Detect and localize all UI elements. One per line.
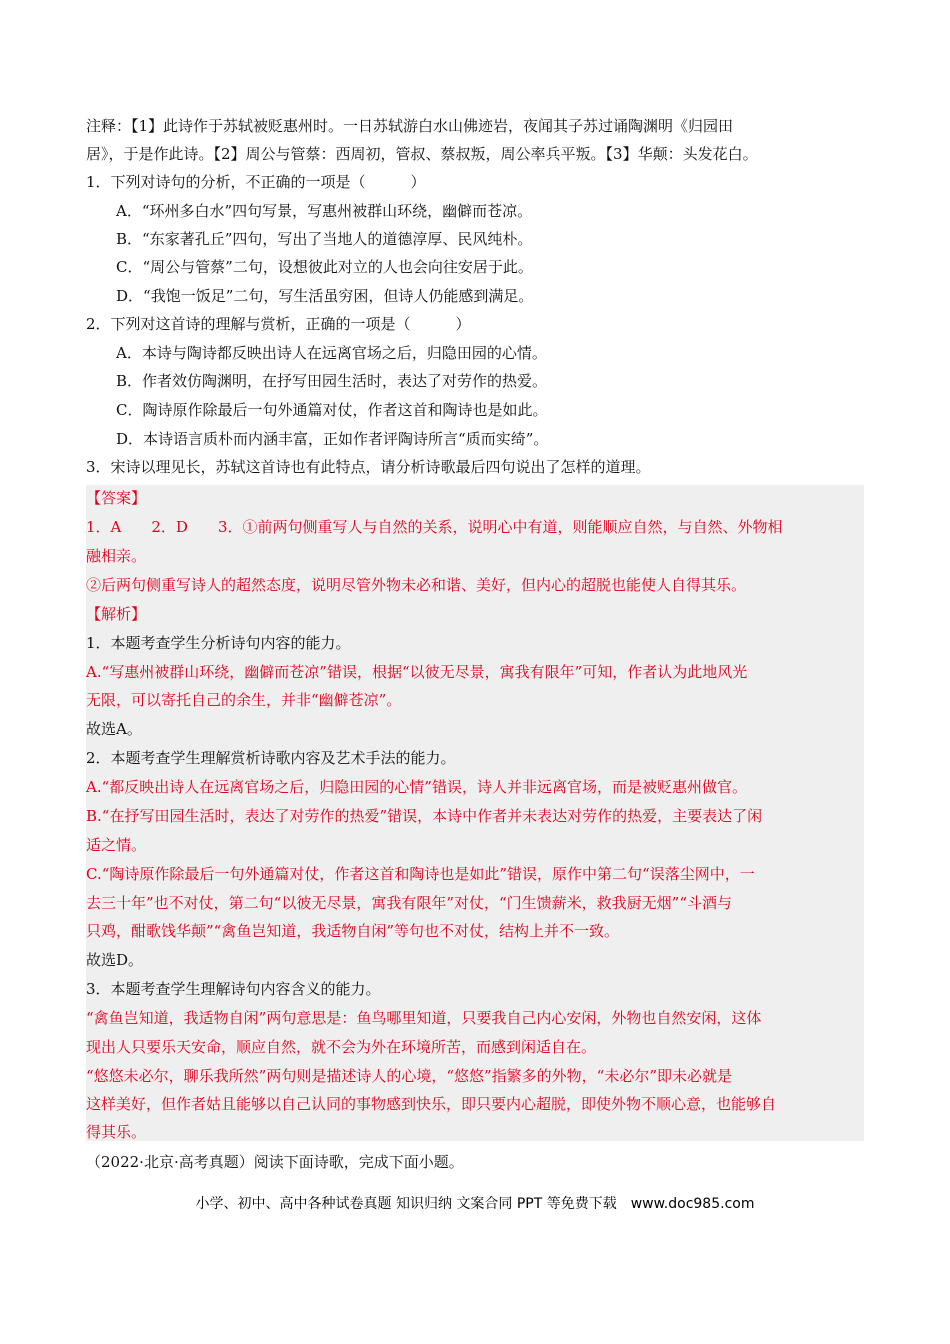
- analysis-2-line: C.“陶诗原作除最后一句外通篇对仗，作者这首和陶诗也是如此”错误，原作中第二句“误落尘网中，一: [86, 865, 755, 883]
- analysis-1-line: 无限，可以寄托自己的余生，并非“幽僻苍凉”。: [86, 691, 402, 709]
- analysis-2-line: 只鸡，酣歌饯华颠”“禽鱼岂知道，我适物自闲”等句也不对仗，结构上并不一致。: [86, 922, 620, 940]
- analysis-2-line: A.“都反映出诗人在远离官场之后，归隐田园的心情”错误，诗人并非远离官场，而是被贬惠州做官。: [86, 778, 747, 796]
- question-2-option-c: C．陶诗原作除最后一句外通篇对仗，作者这首和陶诗也是如此。: [116, 401, 548, 419]
- analysis-3-line: 现出人只要乐天安命，顺应自然，就不会为外在环境所苦，而感到闲适自在。: [86, 1038, 597, 1056]
- note-line-1: 注释：【1】此诗作于苏轼被贬惠州时。一日苏轼游白水山佛迹岩，夜闻其子苏过诵陶渊明《归园田: [86, 117, 734, 135]
- answer-line: ②后两句侧重写诗人的超然态度，说明尽管外物未必和谐、美好，但内心的超脱也能使人自得其乐。: [86, 576, 747, 594]
- analysis-2-line: 适之情。: [86, 836, 147, 854]
- analysis-1-title: 1．本题考查学生分析诗句内容的能力。: [86, 634, 351, 652]
- question-1-option-d: D．“我饱一饭足”二句，写生活虽穷困，但诗人仍能感到满足。: [116, 287, 534, 305]
- analysis-3-line: 得其乐。: [86, 1123, 147, 1141]
- answer-line: 1．A 2．D 3．①前两句侧重写人与自然的关系，说明心中有道，则能顺应自然，与自然、外物相: [86, 518, 783, 536]
- next-passage-intro: （2022·北京·高考真题）阅读下面诗歌，完成下面小题。: [86, 1153, 464, 1171]
- question-2-option-b: B．作者效仿陶渊明，在抒写田园生活时，表达了对劳作的热爱。: [116, 372, 548, 390]
- analysis-2-title: 2．本题考查学生理解赏析诗歌内容及艺术手法的能力。: [86, 749, 456, 767]
- answer-heading: 【答案】: [86, 489, 147, 507]
- question-1-option-c: C．“周公与管蔡”二句，设想彼此对立的人也会向往安居于此。: [116, 258, 533, 276]
- analysis-2-line: 去三十年”也不对仗，第二句“以彼无尽景，寓我有限年”对仗，“门生馈薪米，救我厨无烟”“斗酒与: [86, 894, 733, 912]
- note-line-2: 居》，于是作此诗。【2】周公与管蔡：西周初，管叔、蔡叔叛，周公率兵平叛。【3】华颠：头发花白。: [86, 145, 758, 163]
- analysis-heading: 【解析】: [86, 605, 147, 623]
- question-2-option-a: A．本诗与陶诗都反映出诗人在远离官场之后，归隐田园的心情。: [116, 344, 547, 362]
- analysis-1-line: A.“写惠州被群山环绕，幽僻而苍凉”错误，根据“以彼无尽景，寓我有限年”可知，作者认为此地风光: [86, 663, 748, 681]
- analysis-2-line: B.“在抒写田园生活时，表达了对劳作的热爱”错误，本诗中作者并未表达对劳作的热爱，主要表达了闲: [86, 807, 763, 825]
- analysis-1-choice: 故选A。: [86, 720, 142, 738]
- analysis-3-line: “禽鱼岂知道，我适物自闲”两句意思是：鱼鸟哪里知道，只要我自己内心安闲，外物也自然安闲，这体: [86, 1009, 762, 1027]
- answer-line: 融相亲。: [86, 547, 147, 565]
- analysis-2-choice: 故选D。: [86, 951, 144, 969]
- question-1-option-b: B．“东家著孔丘”四句，写出了当地人的道德淳厚、民风纯朴。: [116, 230, 533, 248]
- question-3-stem: 3．宋诗以理见长，苏轼这首诗也有此特点，请分析诗歌最后四句说出了怎样的道理。: [86, 458, 651, 476]
- question-2-stem: 2．下列对这首诗的理解与赏析，正确的一项是（ ）: [86, 315, 471, 333]
- footer-download-link[interactable]: 小学、初中、高中各种试卷真题 知识归纳 文案合同 PPT 等免费下载 www.doc985.com: [195, 1196, 755, 1212]
- analysis-3-line: “悠悠未必尔，聊乐我所然”两句则是描述诗人的心境，“悠悠”指繁多的外物，“未必尔”即未必就是: [86, 1067, 733, 1085]
- question-2-option-d: D．本诗语言质朴而内涵丰富，正如作者评陶诗所言“质而实绮”。: [116, 430, 549, 448]
- question-1-option-a: A．“环州多白水”四句写景，写惠州被群山环绕，幽僻而苍凉。: [116, 202, 533, 220]
- analysis-3-title: 3．本题考查学生理解诗句内容含义的能力。: [86, 980, 381, 998]
- question-1-stem: 1．下列对诗句的分析，不正确的一项是（ ）: [86, 173, 426, 191]
- analysis-3-line: 这样美好，但作者姑且能够以自己认同的事物感到快乐，即只要内心超脱，即使外物不顺心意，也能够自: [86, 1095, 777, 1113]
